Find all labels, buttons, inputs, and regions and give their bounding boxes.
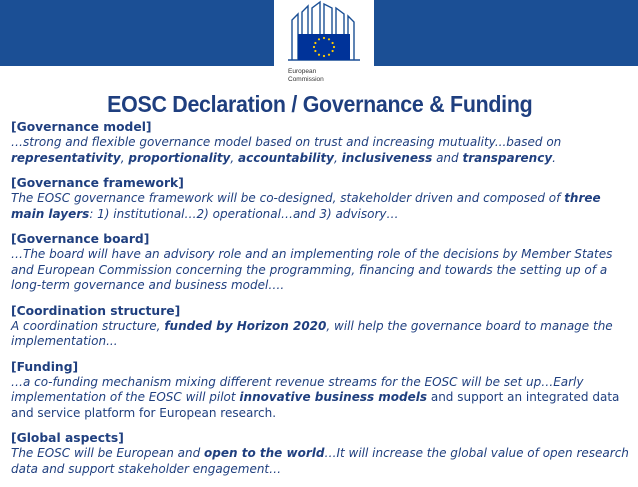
- section: [11, 176, 633, 222]
- body-text: ,: [230, 150, 239, 165]
- body-text: …The board will have an advisory role and an implementing role of the decisions by Member States and European Commission concerning the programming, financing and towards the setting up of a long-term governance and business model….: [11, 247, 613, 292]
- body-text: …a co-funding mechanism mixing different revenue streams for the EOSC will be set up…Early implementation of the EOSC will pilot: [11, 374, 584, 404]
- body-text: The EOSC governance framework will be co-designed, stakeholder driven and composed of: [11, 191, 565, 205]
- emphasis-text: representativity: [11, 150, 121, 165]
- section-heading: [Coordination structure]: [11, 303, 181, 318]
- body-text: ,: [120, 150, 129, 165]
- body-text: …It will increase the global value of open research data and support stakeholder engagement…: [11, 446, 629, 476]
- commission-building-icon: [268, 0, 380, 70]
- section-heading: [Governance framework]: [11, 176, 184, 190]
- section: [11, 431, 633, 477]
- body-text: and: [432, 150, 463, 165]
- logo-line-1: European: [288, 68, 317, 75]
- body-text: A coordination structure,: [11, 318, 165, 333]
- logo-text: [288, 68, 324, 84]
- emphasis-text: transparency: [462, 150, 553, 165]
- section-body: [11, 191, 633, 222]
- section: [11, 232, 633, 294]
- section-body: [11, 375, 633, 422]
- body-text: : 1) institutional…2) operational…and 3) advisory…: [89, 206, 399, 221]
- section-heading: [Governance board]: [11, 232, 150, 246]
- emphasis-text: inclusiveness: [341, 150, 433, 165]
- body-text: .: [552, 150, 556, 165]
- section: [11, 120, 633, 166]
- section-body: [11, 319, 633, 350]
- emphasis-text: open to the world: [204, 446, 325, 460]
- emphasis-text: accountability: [238, 150, 335, 165]
- slide-title: EOSC Declaration / Governance & Funding: [107, 91, 533, 117]
- section-heading: [Funding]: [11, 359, 79, 374]
- body-text: The EOSC will be European and: [11, 446, 205, 460]
- section-body: [11, 135, 633, 166]
- european-commission-logo: [268, 0, 380, 90]
- slide-content: [11, 120, 633, 487]
- section-body: [11, 446, 633, 477]
- emphasis-text: innovative business models: [239, 390, 428, 404]
- section-heading: [Global aspects]: [11, 431, 124, 445]
- emphasis-text: funded by Horizon 2020: [164, 318, 327, 333]
- emphasis-text: three main layers: [11, 191, 601, 221]
- body-text: and support an integrated data and service platform for European research.: [11, 390, 620, 420]
- body-text: ,: [334, 150, 342, 165]
- body-text: …strong and flexible governance model based on trust and increasing mutuality...based on: [11, 135, 562, 149]
- section-body: [11, 247, 633, 294]
- section-heading: [Governance model]: [11, 120, 152, 134]
- section: [11, 304, 633, 350]
- section: [11, 360, 633, 422]
- emphasis-text: proportionality: [128, 150, 231, 165]
- body-text: , will help the governance board to manage the implementation...: [11, 318, 613, 348]
- logo-line-2: Commission: [288, 76, 324, 83]
